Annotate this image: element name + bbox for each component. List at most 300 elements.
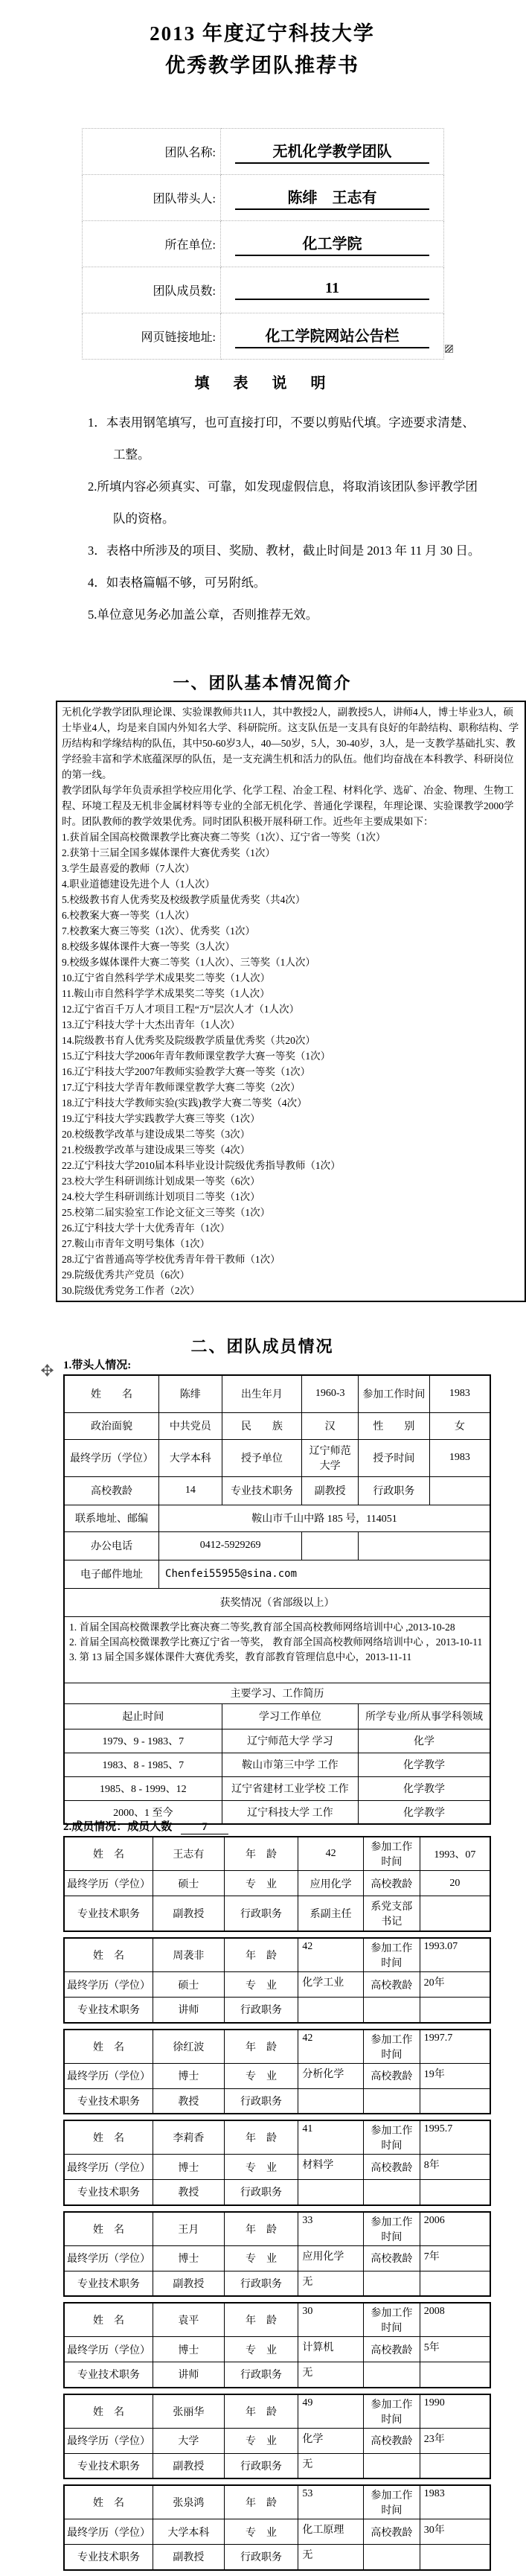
member-teach-age: 23年 [420,2428,490,2453]
member-table [63,1937,491,2024]
member-degree: 硕士 [153,1972,225,1998]
member-join-year: 1993.07 [420,1938,490,1972]
field-label: 参加工作时间 [363,1938,420,1972]
empty-cell [420,2088,490,2114]
team-intro-box [56,701,526,1302]
member-row-title [64,2453,490,2478]
field-label: 年 龄 [224,2303,298,2337]
member-teach-age: 20 [420,1871,490,1896]
achievement-item: 1.获首届全国高校微课教学比赛决赛二等奖（1次）、辽宁省一等奖（1次） [62,832,386,843]
achievement-item: 25.校第二届实验室工作论文征文三等奖（1次） [62,1207,271,1218]
member-age: 33 [298,2212,364,2246]
field-label: 高校教龄 [364,2519,420,2545]
field-label: 行政职务 [224,1896,298,1932]
member-teach-age: 7年 [420,2245,490,2271]
resume-organization: 辽宁师范大学 学习 [222,1729,358,1753]
field-label: 专业技术职务 [64,1896,153,1932]
leader-awards-header-row [64,1588,490,1616]
leader-name: 陈绯 [159,1375,222,1412]
team-info-row [83,175,444,221]
member-row-title [64,1896,490,1932]
member-name: 张泉鸿 [153,2485,225,2519]
member-age: 41 [298,2120,364,2155]
member-row-name [64,2485,490,2519]
table-resize-icon[interactable] [445,345,453,353]
achievement-item: 9.校级多媒体课件大赛二等奖（1人次）、三等奖（1人次） [62,957,315,968]
instruction-item: 2.所填内容必须真实、可靠，如发现虚假信息，将取消该团队参评教学团队的资格。 [88,479,478,526]
member-tech-title: 副教授 [153,2271,225,2296]
field-label: 姓 名 [64,2394,153,2429]
member-join-year: 1990 [420,2394,490,2429]
leader-grant-unit: 辽宁师范大学 [302,1439,359,1476]
field-label: 专业技术职务 [64,2362,153,2388]
member-tech-title: 副教授 [153,2453,225,2478]
member-row-name [64,2030,490,2064]
field-label: 专 业 [224,1972,298,1998]
achievement-item: 16.辽宁科技大学2007年教师实验教学大赛一等奖（1次） [62,1066,311,1077]
field-label: 姓 名 [64,1938,153,1972]
member-join-year: 2008 [420,2303,490,2337]
field-label: 姓 名 [64,2030,153,2064]
member-table [63,2484,491,2571]
member-row-degree [64,2428,490,2453]
team-info-label: 团队成员数: [83,267,221,313]
leader-row-phone [64,1531,490,1560]
resume-row [64,1729,490,1753]
achievement-item: 29.院级优秀共产党员（6次） [62,1269,190,1281]
leader-degree: 大学本科 [159,1439,222,1476]
member-admin-title-2 [364,2453,420,2478]
member-join-year: 1997.7 [420,2030,490,2064]
team-info-row [83,313,444,360]
member-row-degree [64,1871,490,1896]
field-label: 年 龄 [224,2394,298,2429]
field-label: 最终学历（学位） [64,2155,153,2180]
achievement-item: 18.辽宁科技大学教师实验(实践)教学大赛二等奖（4次） [62,1097,307,1109]
field-label: 年 龄 [224,2030,298,2064]
field-label: 姓 名 [64,1837,153,1871]
field-label: 高校教龄 [363,1871,420,1896]
field-label: 参加工作时间 [364,2394,420,2429]
member-row-degree [64,2245,490,2271]
field-label: 参加工作时间 [364,2485,420,2519]
member-degree: 博士 [153,2063,225,2088]
leader-birth: 1960-3 [302,1375,359,1412]
achievement-item: 10.辽宁省自然科学学术成果奖二等奖（1人次） [62,972,271,983]
team-info-row [83,221,444,267]
member-name: 徐红波 [153,2030,225,2064]
empty-cell [420,2453,490,2478]
field-label: 参加工作时间 [364,2030,420,2064]
member-admin-title-2: 系党支部书记 [363,1896,420,1932]
member-tech-title: 副教授 [153,1896,225,1932]
section1-heading: 一、团队基本情况简介 [173,674,352,692]
field-label: 最终学历（学位） [64,2428,153,2453]
member-major: 化学 [298,2428,364,2453]
leader-admin-title [429,1476,490,1505]
achievement-item: 2.获第十三届全国多媒体课件大赛优秀奖（1次） [62,847,275,858]
team-info-row [83,267,444,313]
resume-organization: 鞍山市第三中学 工作 [222,1753,358,1776]
field-label: 高校教龄 [364,2063,420,2088]
instructions-list [88,407,481,631]
member-major: 化工原理 [298,2519,364,2545]
member-join-year: 1995.7 [420,2120,490,2155]
team-info-value: 无机化学教学团队 [235,139,429,164]
field-label: 最终学历（学位） [64,2245,153,2271]
member-admin-title: 无 [298,2453,364,2478]
member-row-degree [64,2337,490,2362]
member-row-title [64,2362,490,2388]
field-label: 民 族 [222,1412,302,1439]
field-label: 行政职务 [224,2180,298,2205]
empty-cell [420,2271,490,2296]
member-table [63,2120,491,2206]
member-name: 王月 [153,2212,225,2246]
member-admin-title: 无 [298,2545,364,2570]
members-section-label [63,1818,228,1834]
field-label: 参加工作时间 [364,2303,420,2337]
achievement-item: 14.院级教书育人优秀奖及院级教学质量优秀奖（共20次） [62,1035,315,1046]
title-line-2: 优秀教学团队推荐书 [165,54,359,77]
field-label: 最终学历（学位） [64,1972,153,1998]
member-major: 化学工业 [298,1972,364,1998]
field-label: 姓 名 [64,2212,153,2246]
resume-col-header: 学习工作单位 [222,1703,358,1729]
field-label: 专业技术职务 [222,1476,302,1505]
leader-address: 鞍山市千山中路 185 号，114051 [159,1505,490,1531]
field-label: 最终学历（学位） [64,2063,153,2088]
team-info-value-cell [221,221,444,267]
achievement-item: 3.学生最喜爱的教师（7人次） [62,863,195,874]
member-table [63,2211,491,2298]
leader-row-email [64,1560,490,1588]
member-tech-title: 教授 [153,2088,225,2114]
member-admin-title [298,2088,364,2114]
resume-col-header: 起止时间 [64,1703,222,1729]
member-row-degree [64,1972,490,1998]
field-label: 最终学历（学位） [64,2337,153,2362]
field-label: 办公电话 [64,1531,159,1560]
team-info-label: 团队带头人: [83,175,221,221]
award-item: 3. 第 13 届全国多媒体课件大赛优秀奖，教育部教育管理信息中心，2013-11-11 [69,1651,412,1662]
field-label: 专业技术职务 [64,2180,153,2205]
member-tech-title: 讲师 [153,2362,225,2388]
empty-cell [420,1998,490,2023]
member-major: 分析化学 [298,2063,364,2088]
member-teach-age: 20年 [420,1972,490,1998]
field-label: 行政职务 [224,2545,298,2570]
member-admin-title: 系副主任 [298,1896,364,1932]
member-row-name [64,2303,490,2337]
field-label: 参加工作时间 [363,1837,420,1871]
field-label: 高校教龄 [364,2155,420,2180]
member-teach-age: 5年 [420,2337,490,2362]
member-admin-title-2 [364,2271,420,2296]
member-table [63,2302,491,2388]
member-join-year: 1983 [420,2485,490,2519]
leader-row-address [64,1505,490,1531]
member-teach-age: 8年 [420,2155,490,2180]
achievement-item: 17.辽宁科技大学青年教师课堂教学大赛二等奖（2次） [62,1082,301,1093]
member-name: 周袭非 [153,1938,225,1972]
field-label: 专 业 [224,2245,298,2271]
member-major: 应用化学 [298,1871,364,1896]
member-admin-title-2 [364,2088,420,2114]
achievement-item: 21.校级教学改革与建设成果三等奖（4次） [62,1144,251,1155]
leader-awards-row [64,1616,490,1683]
field-label: 年 龄 [224,2120,298,2155]
team-info-value-cell [221,313,444,360]
instruction-item: 5.单位意见务必加盖公章，否则推荐无效。 [88,608,318,622]
field-label: 专 业 [224,2428,298,2453]
team-info-row [83,129,444,175]
field-label: 行政职务 [224,2271,298,2296]
resume-field: 化学教学 [359,1776,490,1800]
team-info-value-cell [221,267,444,313]
team-info-label: 网页链接地址: [83,313,221,360]
leader-row-teach-age [64,1476,490,1505]
award-item: 2. 首届全国高校微课教学比赛辽宁省一等奖， 教育部全国高校教师网络培训中心 ，2013-10-11 [69,1636,483,1648]
member-major: 应用化学 [298,2245,364,2271]
field-label: 姓 名 [64,2303,153,2337]
member-admin-title-2 [364,2545,420,2570]
member-teach-age: 19年 [420,2063,490,2088]
achievement-item: 22.辽宁科技大学2010届本科毕业设计院级优秀指导教师（1次） [62,1160,341,1171]
leader-join-year: 1983 [429,1375,490,1412]
resume-col-header: 所学专业/所从事学科领域 [359,1703,490,1729]
member-degree: 硕士 [153,1871,225,1896]
field-label: 政治面貌 [64,1412,159,1439]
field-label: 行政职务 [224,2088,298,2114]
awards-header: 获奖情况（省部级以上） [64,1588,490,1616]
achievement-item: 8.校级多媒体课件大赛一等奖（3人次） [62,941,235,952]
field-label: 最终学历（学位） [64,1871,153,1896]
resume-columns-row [64,1703,490,1729]
resume-field: 化学教学 [359,1753,490,1776]
member-row-name [64,1837,490,1871]
achievement-item: 12.辽宁省百千万人才项目工程“万”层次人才（1人次） [62,1004,300,1015]
member-row-name [64,2212,490,2246]
member-name: 王志有 [153,1837,225,1871]
achievement-item: 27.鞍山市青年文明号集体（1次） [62,1238,211,1249]
member-admin-title-2 [364,2180,420,2205]
resume-row [64,1753,490,1776]
team-info-value: 化工学院网站公告栏 [235,324,429,348]
leader-section-label: 1.带头人情况: [63,1359,132,1371]
leader-grant-time: 1983 [429,1439,490,1476]
member-admin-title: 无 [298,2271,364,2296]
team-info-value: 11 [235,280,429,300]
member-degree: 博士 [153,2155,225,2180]
empty-cell [359,1531,490,1560]
field-label: 姓 名 [64,2120,153,2155]
member-row-title [64,2545,490,2570]
field-label: 授予单位 [222,1439,302,1476]
instructions-heading: 填 表 说 明 [194,375,330,392]
leader-info-table [63,1374,491,1825]
member-tech-title: 讲师 [153,1998,225,2023]
member-admin-title [298,1998,364,2023]
achievement-item: 7.校教案大赛三等奖（1次）、优秀奖（1次） [62,925,255,937]
achievement-item: 11.鞍山市自然科学学术成果奖二等奖（1人次） [62,988,270,999]
achievement-item: 28.辽宁省普通高等学校优秀青年骨干教师（1次） [62,1254,280,1265]
field-label: 高校教龄 [363,1972,420,1998]
achievement-item: 20.校级教学改革与建设成果二等奖（3次） [62,1129,251,1140]
member-table [63,2394,491,2480]
award-item: 1. 首届全国高校微课教学比赛决赛二等奖,教育部全国高校教师网络培训中心 ,2013-10-28 [69,1621,455,1633]
member-row-name [64,2120,490,2155]
field-label: 专 业 [224,1871,298,1896]
member-row-degree [64,2155,490,2180]
field-label: 参加工作时间 [364,2212,420,2246]
achievement-item: 13.辽宁科技大学十大杰出青年（1人次） [62,1019,240,1030]
resume-period: 1979、9 - 1983、7 [64,1729,222,1753]
empty-cell [302,1531,359,1560]
field-label: 行政职务 [359,1476,430,1505]
empty-cell [420,2180,490,2205]
resume-period: 1985、8 - 1999、12 [64,1776,222,1800]
resume-field: 化学教学 [359,1800,490,1824]
member-age: 42 [298,2030,364,2064]
field-label: 专 业 [224,2155,298,2180]
field-label: 最终学历（学位） [64,2519,153,2545]
team-info-value-cell [221,129,444,175]
member-row-degree [64,2519,490,2545]
field-label: 专 业 [224,2063,298,2088]
member-row-title [64,2271,490,2296]
member-name: 李莉香 [153,2120,225,2155]
field-label: 高校教龄 [364,2245,420,2271]
achievement-item: 6.校教案大赛一等奖（1人次） [62,910,195,921]
member-major: 材料学 [298,2155,364,2180]
field-label: 姓 名 [64,2485,153,2519]
achievement-item: 15.辽宁科技大学2006年青年教师课堂教学大赛一等奖（1次） [62,1051,331,1062]
member-age: 49 [298,2394,364,2429]
leader-political: 中共党员 [159,1412,222,1439]
field-label: 专业技术职务 [64,2271,153,2296]
field-label: 参加工作时间 [364,2120,420,2155]
member-age: 53 [298,2485,364,2519]
leader-tech-title: 副教授 [302,1476,359,1505]
member-row-name [64,2394,490,2429]
field-label: 行政职务 [224,1998,298,2023]
achievement-item: 4.职业道德建设先进个人（1人次） [62,879,215,890]
field-label: 高校教龄 [364,2428,420,2453]
member-admin-title-2 [364,2362,420,2388]
field-label: 专业技术职务 [64,2088,153,2114]
field-label: 联系地址、邮编 [64,1505,159,1531]
leader-teach-age: 14 [159,1476,222,1505]
member-age: 30 [298,2303,364,2337]
members-count: 7 [181,1821,228,1834]
leader-phone: 0412-5929269 [159,1531,302,1560]
field-label: 年 龄 [224,1837,298,1871]
team-info-label: 所在单位: [83,221,221,267]
field-label: 姓 名 [64,1375,159,1412]
member-admin-title: 无 [298,2362,364,2388]
resume-header-row [64,1683,490,1703]
member-name: 袁平 [153,2303,225,2337]
resume-field: 化学 [359,1729,490,1753]
achievement-item: 23.校大学生科研训练计划成果一等奖（6次） [62,1176,260,1187]
resume-header: 主要学习、工作简历 [64,1683,490,1703]
member-admin-title-2 [363,1998,420,2023]
members-label-text: 2.成员情况：成员人数 [63,1821,173,1833]
member-join-year: 1993、07 [420,1837,490,1871]
achievement-item: 24.校大学生科研训练计划项目二等奖（1次） [62,1191,260,1202]
intro-paragraph-2: 教学团队每学年负责承担学校应用化学、化学工程、冶金工程、材料化学、选矿、冶金、物理、生物工程、环境工程及无机非金属材料等专业的全部无机化学、普通化学课程，年理论课、实验课教学2000学时。团队教师的教学效果优秀。同时团队积极开展科研工作。近些年主要成果如下： [62,785,514,827]
leader-email: Chenfei55955@sina.com [159,1560,490,1588]
field-label: 行政职务 [224,2362,298,2388]
member-degree: 博士 [153,2337,225,2362]
member-name: 张丽华 [153,2394,225,2429]
empty-cell [420,2362,490,2388]
field-label: 出生年月 [222,1375,302,1412]
team-info-value: 化工学院 [235,232,429,256]
section2-heading: 二、团队成员情况 [190,1337,334,1356]
member-join-year: 2006 [420,2212,490,2246]
members-tables [63,1836,491,2576]
field-label: 专业技术职务 [64,2453,153,2478]
leader-ethnic: 汉 [302,1412,359,1439]
leader-row-political [64,1412,490,1439]
member-table [63,1836,491,1932]
table-move-handle-icon[interactable] [42,1365,53,1376]
field-label: 专 业 [224,2519,298,2545]
field-label: 专 业 [224,2337,298,2362]
member-major: 计算机 [298,2337,364,2362]
field-label: 参加工作时间 [359,1375,430,1412]
field-label: 电子邮件地址 [64,1560,159,1588]
resume-organization: 辽宁科技大学 工作 [222,1800,358,1824]
field-label: 年 龄 [224,2485,298,2519]
resume-organization: 辽宁省建材工业学校 工作 [222,1776,358,1800]
member-admin-title [298,2180,364,2205]
field-label: 行政职务 [224,2453,298,2478]
instruction-item: 4．如表格篇幅不够，可另附纸。 [88,576,266,590]
member-degree: 大学 [153,2428,225,2453]
achievement-item: 5.校级教书育人优秀奖及校级教学质量优秀奖（共4次） [62,894,306,905]
field-label: 年 龄 [224,2212,298,2246]
field-label: 专业技术职务 [64,1998,153,2023]
empty-cell [420,1896,490,1932]
leader-gender: 女 [429,1412,490,1439]
member-age: 42 [298,1837,364,1871]
member-row-title [64,1998,490,2023]
instruction-item: 3．表格中所涉及的项目、奖励、教材，截止时间是 2013 年 11 月 30 日。 [88,543,481,558]
team-info-value: 陈绯 王志有 [235,185,429,210]
member-row-name [64,1938,490,1972]
instruction-item: 1．本表用钢笔填写，也可直接打印，不要以剪贴代填。字迹要求清楚、工整。 [88,415,475,462]
member-degree: 博士 [153,2245,225,2271]
team-info-value-cell [221,175,444,221]
member-row-degree [64,2063,490,2088]
leader-row-degree [64,1439,490,1476]
member-tech-title: 教授 [153,2180,225,2205]
achievement-item: 26.辽宁科技大学十大优秀青年（1次） [62,1222,231,1234]
field-label: 授予时间 [359,1439,430,1476]
member-row-title [64,2088,490,2114]
resume-period: 2000、1 至今 [64,1800,222,1824]
member-degree: 大学本科 [153,2519,225,2545]
achievement-item: 30.院级优秀党务工作者（2次） [62,1285,200,1296]
document-title [0,18,525,82]
title-line-1: 2013 年度辽宁科技大学 [150,22,375,45]
team-info-label: 团队名称: [83,129,221,175]
resume-row [64,1776,490,1800]
team-info-table [82,128,444,360]
